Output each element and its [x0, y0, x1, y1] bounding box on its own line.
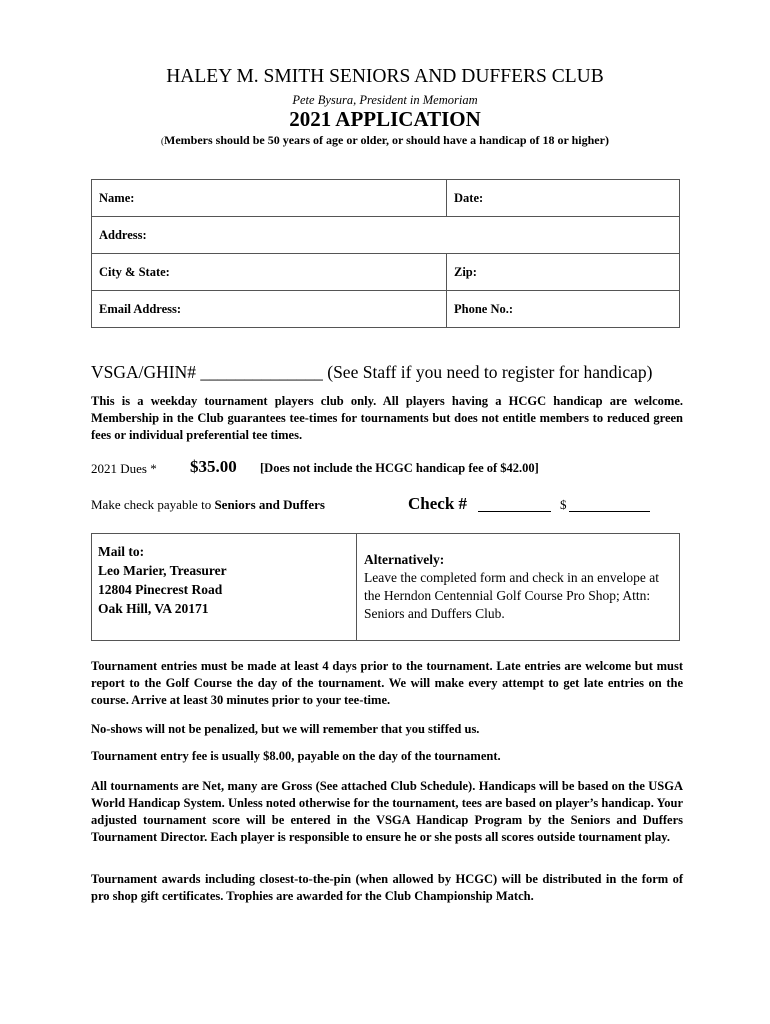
weekday-club-paragraph: This is a weekday tournament players club only. All players having a HCGC handicap are welcome. Membership in the Club guarantees tee-times for tournaments but does not entitle members to reduced green fees or individual preferential tee times. [91, 394, 683, 442]
payable-prefix: Make check payable to [91, 497, 215, 512]
dues-label: 2021 Dues * [91, 461, 157, 476]
dues-amount: $35.00 [190, 457, 237, 476]
membership-requirement [0, 133, 770, 148]
name-field[interactable] [92, 180, 447, 217]
entry-fee-paragraph: Tournament entry fee is usually $8.00, payable on the day of the tournament. [91, 749, 501, 763]
phone-label: Phone No.: [454, 301, 514, 316]
applicant-info-table [91, 179, 680, 328]
no-shows-paragraph: No-shows will not be penalized, but we will remember that you stiffed us. [91, 722, 480, 736]
email-label: Email Address: [99, 301, 182, 316]
city-state-field[interactable] [92, 254, 447, 291]
requirement-close-paren: ) [604, 133, 609, 147]
address-field[interactable] [92, 217, 680, 254]
application-title: 2021 APPLICATION [289, 107, 481, 131]
requirement-text: Members should be 50 years of age or older, or should have a handicap of 18 or higher [164, 133, 605, 147]
zip-label: Zip: [454, 264, 477, 279]
email-field[interactable] [92, 291, 447, 328]
awards-paragraph: Tournament awards including closest-to-the-pin (when allowed by HCGC) will be distributed in the form of pro shop gift certificates. Trophies are awarded for the Club Championship Match. [91, 872, 683, 903]
check-number-label: Check # [408, 494, 468, 513]
entries-paragraph: Tournament entries must be made at least 4 days prior to the tournament. Late entries are welcome but must report to the Golf Course the day of the tournament. We will make every attempt to get late entries on the course. Arrive at least 30 minutes prior to your tee-time. [91, 659, 683, 707]
alternative-title: Alternatively: [364, 552, 445, 567]
dues-note: [Does not include the HCGC handicap fee of $42.00] [260, 461, 539, 475]
requirement-open-paren: ( [161, 136, 165, 146]
club-name: HALEY M. SMITH SENIORS AND DUFFERS CLUB [166, 66, 604, 87]
payable-name: Seniors and Duffers [214, 497, 325, 512]
memoriam-subtitle: Pete Bysura, President in Memoriam [292, 93, 478, 107]
mail-to-line: Oak Hill, VA 20171 [98, 601, 209, 616]
net-gross-paragraph: All tournaments are Net, many are Gross (See attached Club Schedule). Handicaps will be based on the USGA World Handicap System. Unless noted otherwise for the tournament, tees are based on player’s handicap. Your adjusted tournament score will be entered in the VSGA Handicap Program by the Seniors and Duffers Tournament Director. Each player is responsible to ensure he or she posts all scores outside tournament play. [91, 779, 683, 844]
alternative-text: Leave the completed form and check in an envelope at the Herndon Centennial Golf Course Pro Shop; Attn: Seniors and Duffers Club. [364, 570, 659, 621]
address-label: Address: [99, 227, 147, 242]
amount-blank[interactable] [569, 511, 650, 512]
check-number-blank[interactable] [478, 511, 551, 512]
name-label: Name: [99, 190, 135, 205]
mail-to-address [98, 542, 227, 618]
phone-field[interactable] [447, 291, 680, 328]
payable-line [91, 497, 325, 513]
city-state-label: City & State: [99, 264, 170, 279]
dollar-sign: $ [560, 497, 567, 512]
zip-field[interactable] [447, 254, 680, 291]
date-field[interactable] [447, 180, 680, 217]
vsga-ghin-line: VSGA/GHIN# ______________ (See Staff if you need to register for handicap) [91, 362, 653, 382]
mail-to-line: Mail to: [98, 544, 145, 559]
mail-to-line: Leo Marier, Treasurer [98, 563, 227, 578]
mail-to-line: 12804 Pinecrest Road [98, 582, 223, 597]
date-label: Date: [454, 190, 484, 205]
alternative-instructions [364, 551, 674, 623]
